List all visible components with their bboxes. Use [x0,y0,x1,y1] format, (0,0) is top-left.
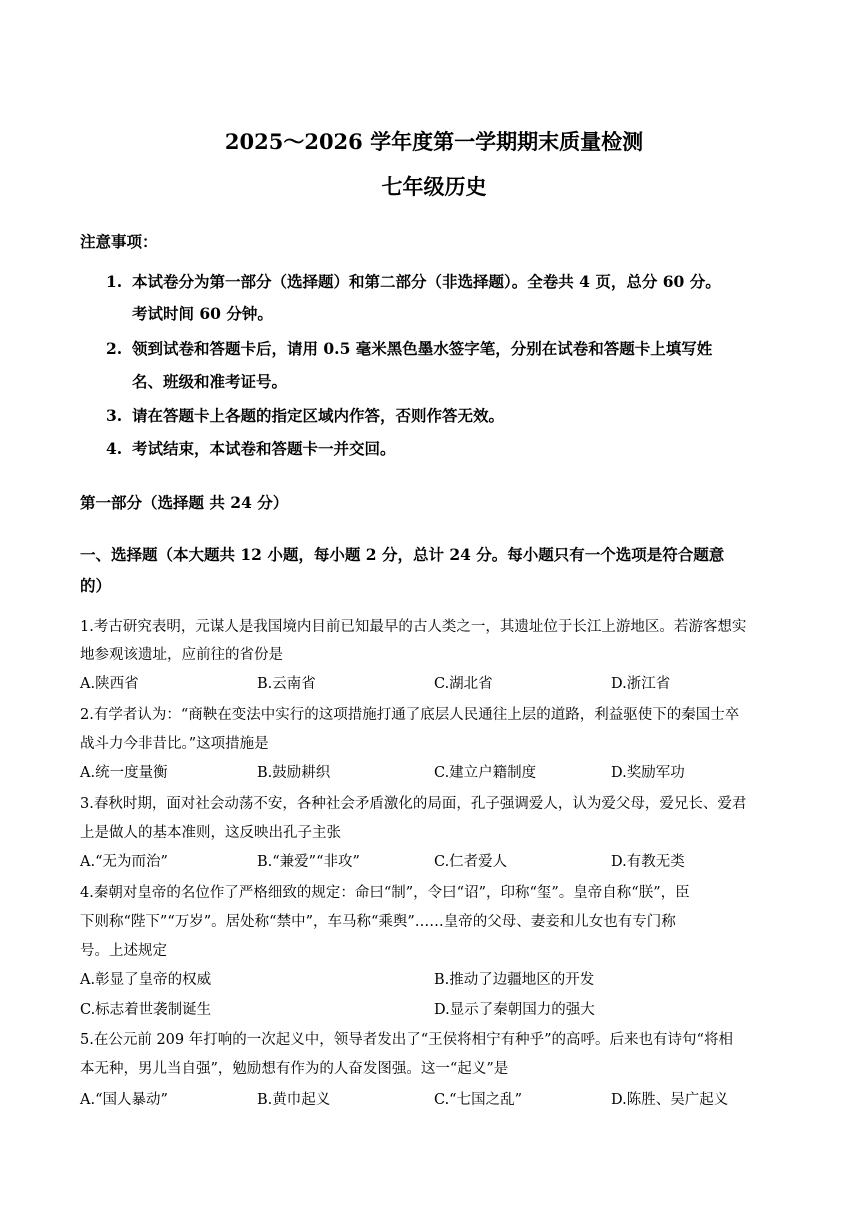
notice-item-1-cont: 考试时间 60 分钟。 [132,304,273,323]
question-4-option-c: C.标志着世袭制诞生 [80,1002,212,1018]
question-1-option-a: A.陕西省 [80,676,139,692]
question-5-line2: 本无种，男儿当自强”，勉励想有作为的人奋发图强。这一“起义”是 [80,1061,509,1077]
notice-item-number: 2. [106,339,123,358]
notice-item-text: 请在答题卡上各题的指定区域内作答，否则作答无效。 [132,406,505,425]
notice-item-number: 3. [106,406,123,425]
section-heading-line2: 的） [80,576,112,595]
question-3-option-b: B.“兼爱”“非攻” [257,854,360,870]
question-3-option-c: C.仁者爱人 [434,854,508,870]
notice-item-2-cont: 名、班级和准考证号。 [132,372,288,391]
question-1-option-d: D.浙江省 [611,676,671,692]
notice-item-number: 4. [106,439,123,458]
question-5-option-a: A.“国人暴动” [80,1092,168,1108]
notice-item-2 [106,339,712,359]
question-3-option-d: D.有教无类 [611,854,685,870]
part1-heading: 第一部分（选择题 共 24 分） [80,493,289,512]
question-1-line2: 地参观该遗址，应前往的省份是 [80,647,283,663]
question-4-line1: 4.秦朝对皇帝的名位作了严格细致的规定：命曰“制”，令曰“诏”，印称“玺”。皇帝自称“朕”，臣 [80,885,690,901]
question-5-option-c: C.“七国之乱” [434,1092,523,1108]
question-3-option-a: A.“无为而治” [80,854,168,870]
question-2-option-a: A.统一度量衡 [80,765,168,781]
question-5-option-d: D.陈胜、吴广起义 [611,1092,729,1108]
question-4-line2: 下则称“陛下”“万岁”。居处称“禁中”，车马称“乘舆”……皇帝的父母、妻妾和儿女也有专门称 [80,914,676,930]
question-2-option-d: D.奖励军功 [611,765,685,781]
notice-item-1 [106,272,721,292]
notice-item-number: 1. [106,272,123,291]
notice-item-3 [106,406,504,426]
question-3-line1: 3.春秋时期，面对社会动荡不安，各种社会矛盾激化的局面，孔子强调爱人，认为爱父母，爱兄长、爱君 [80,796,747,812]
question-4-option-d: D.显示了秦朝国力的强大 [434,1002,595,1018]
notice-heading: 注意事项： [80,232,158,251]
question-2-line2: 战斗力今非昔比。”这项措施是 [80,736,269,752]
notice-item-text: 考试结束，本试卷和答题卡一并交回。 [132,439,396,458]
notice-item-4 [106,439,396,459]
question-5-line1: 5.在公元前 209 年打响的一次起义中，领导者发出了“王侯将相宁有种乎”的高呼。后来也有诗句“将相 [80,1032,733,1048]
question-1-option-c: C.湖北省 [434,676,493,692]
question-1-line1: 1.考古研究表明，元谋人是我国境内目前已知最早的古人类之一，其遗址位于长江上游地区。若游客想实 [80,619,747,635]
question-2-option-c: C.建立户籍制度 [434,765,537,781]
notice-item-text: 本试卷分为第一部分（选择题）和第二部分（非选择题）。全卷共 4 页，总分 60 分。 [132,272,721,291]
question-1-option-b: B.云南省 [257,676,316,692]
question-5-option-b: B.黄巾起义 [257,1092,331,1108]
exam-subtitle: 七年级历史 [381,174,487,199]
question-4-option-a: A.彰显了皇帝的权威 [80,972,212,988]
exam-title: 2025～2026 学年度第一学期期末质量检测 [224,129,644,154]
notice-item-text: 领到试卷和答题卡后，请用 0.5 毫米黑色墨水签字笔，分别在试卷和答题卡上填写姓 [132,339,713,358]
question-4-line3: 号。上述规定 [80,943,167,959]
question-2-line1: 2.有学者认为：“商鞅在变法中实行的这项措施打通了底层人民通往上层的道路，利益驱使下的秦国士卒 [80,707,740,723]
question-4-option-b: B.推动了边疆地区的开发 [434,972,595,988]
question-3-line2: 上是做人的基本准则，这反映出孔子主张 [80,825,341,841]
section-heading-line1: 一、选择题（本大题共 12 小题，每小题 2 分，总计 24 分。每小题只有一个选项是符合题意 [80,545,725,564]
question-2-option-b: B.鼓励耕织 [257,765,331,781]
